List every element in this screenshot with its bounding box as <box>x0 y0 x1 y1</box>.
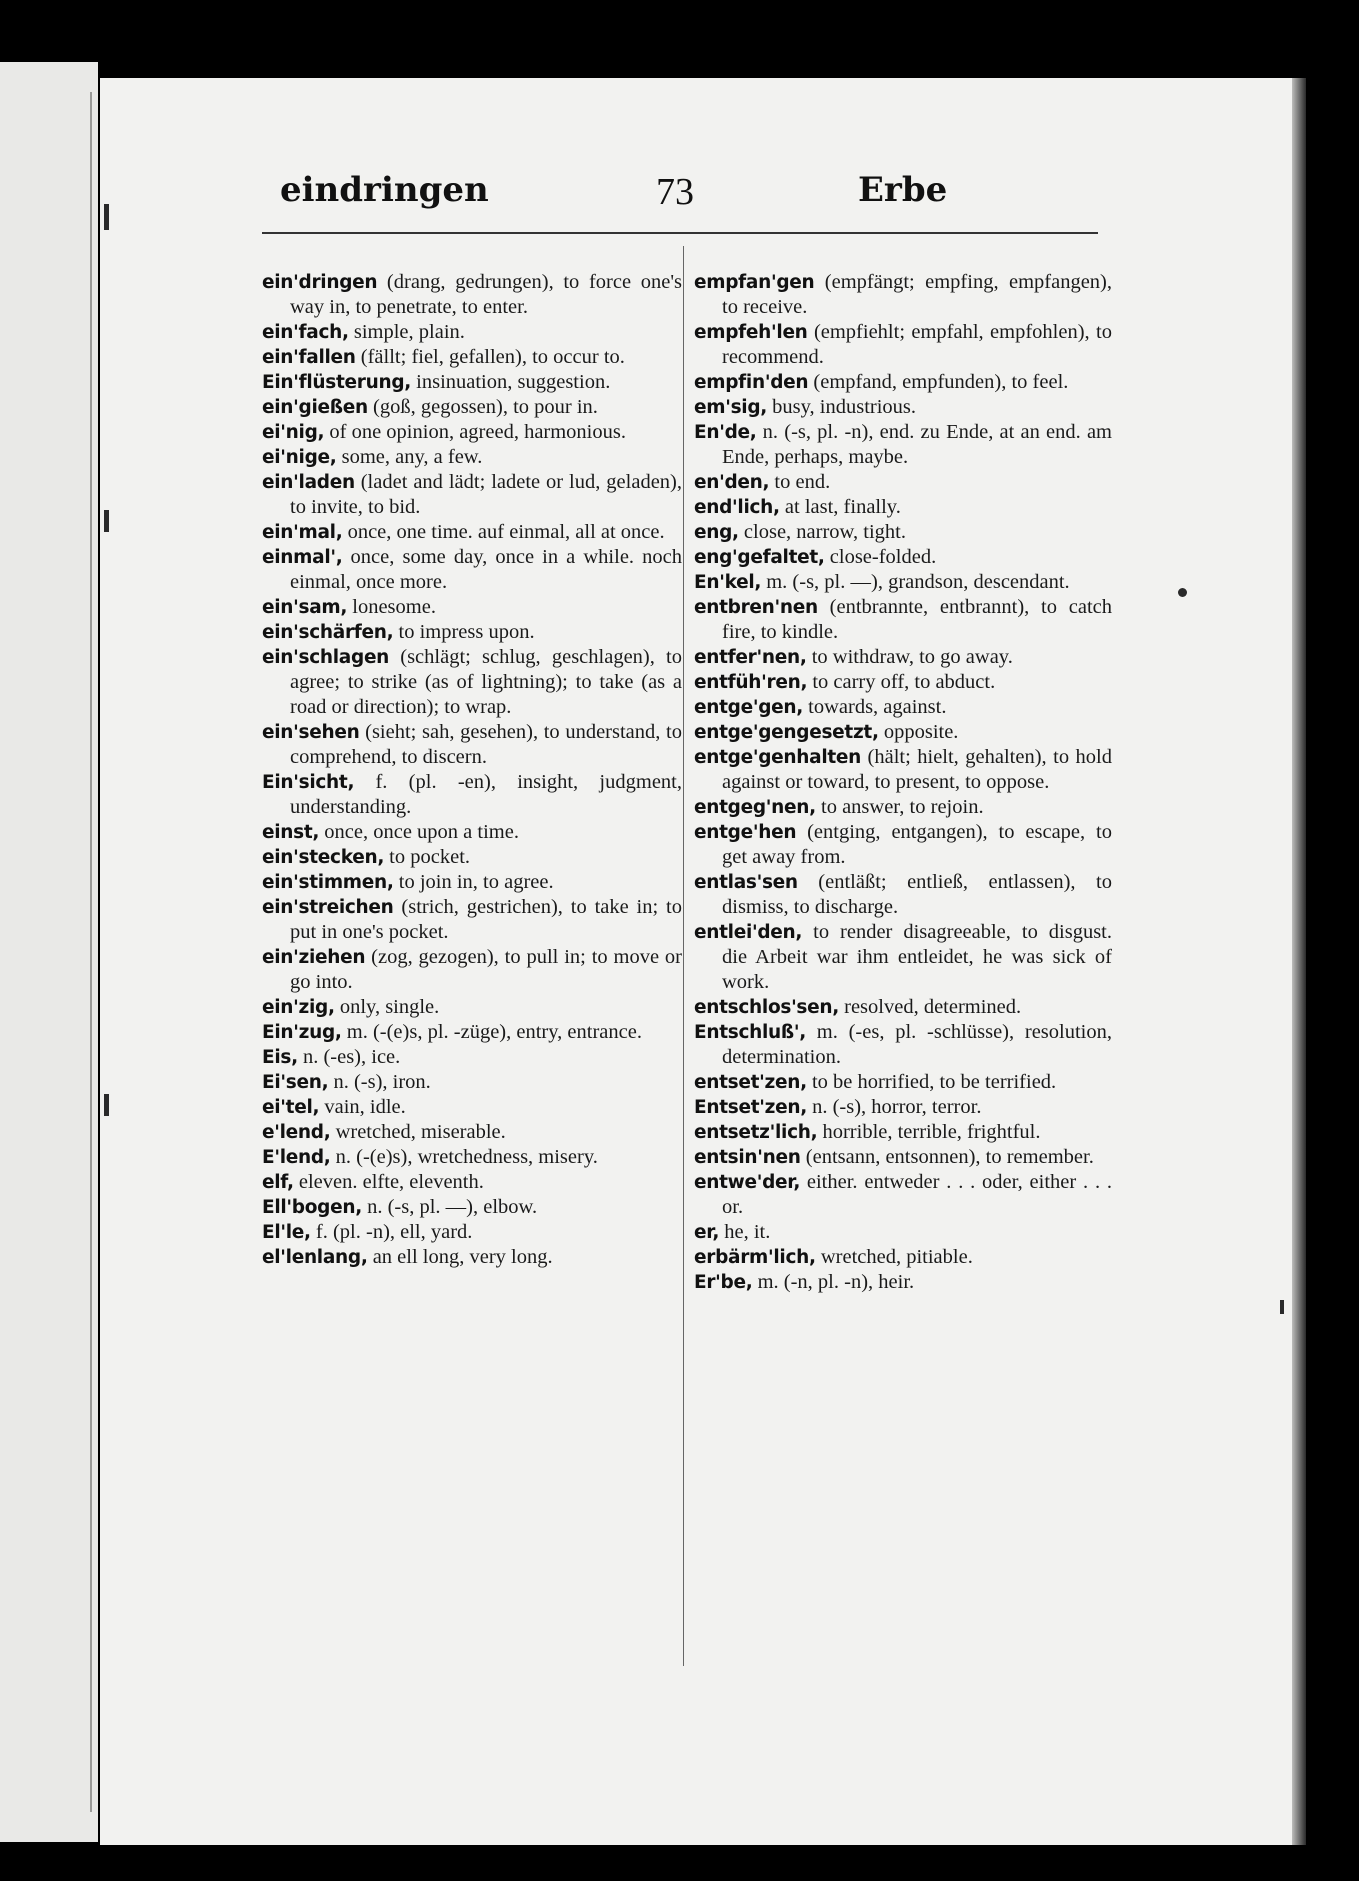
headword: entge'gengesetzt, <box>694 722 879 743</box>
definition: to impress upon. <box>393 621 535 643</box>
definition: (entging, entgangen), to escape, to get away from. <box>722 821 1112 868</box>
page-shadow <box>1292 78 1306 1845</box>
definition: opposite. <box>878 721 959 743</box>
definition: (sieht; sah, gesehen), to understand, to comprehend, to discern. <box>290 721 682 768</box>
margin-mark <box>104 1094 109 1116</box>
running-head-left: eindringen <box>280 170 489 210</box>
definition: (ladet and lädt; ladete or lud, geladen), to invite, to bid. <box>290 471 682 518</box>
headword: entbren'nen <box>694 597 818 618</box>
margin-mark <box>104 510 109 532</box>
headword: en'den, <box>694 472 770 493</box>
dictionary-entry <box>262 595 682 620</box>
definition: f. (pl. -n), ell, yard. <box>310 1221 473 1243</box>
definition: n. (-(e)s), wretchedness, misery. <box>330 1146 598 1168</box>
headword: En'kel, <box>694 572 762 593</box>
headword: empfin'den <box>694 372 809 393</box>
definition: to join in, to agree. <box>393 871 554 893</box>
dictionary-entry <box>262 1170 682 1195</box>
definition: some, any, a few. <box>336 446 483 468</box>
definition: of one opinion, agreed, harmonious. <box>324 421 626 443</box>
dictionary-entry <box>694 545 1112 570</box>
dictionary-entry <box>262 1245 682 1270</box>
headword: elf, <box>262 1172 294 1193</box>
dictionary-entry <box>262 1145 682 1170</box>
definition: towards, against. <box>803 696 947 718</box>
headword: entset'zen, <box>694 1072 807 1093</box>
definition: wretched, pitiable. <box>815 1246 973 1268</box>
headword: ein'schlagen <box>262 647 390 668</box>
margin-dot <box>1178 588 1187 597</box>
headword: ein'gießen <box>262 397 368 418</box>
dictionary-entry <box>262 470 682 520</box>
dictionary-entry <box>262 420 682 445</box>
headword: ein'sehen <box>262 722 360 743</box>
dictionary-entry <box>694 1170 1112 1220</box>
headword: e'lend, <box>262 1122 331 1143</box>
definition: m. (-s, pl. —), grandson, descendant. <box>761 571 1070 593</box>
definition: at last, finally. <box>779 496 901 518</box>
definition: (empfand, empfunden), to feel. <box>808 371 1069 393</box>
headword: ein'streichen <box>262 897 394 918</box>
dictionary-entry <box>694 670 1112 695</box>
dictionary-entry <box>694 495 1112 520</box>
dictionary-entry <box>694 870 1112 920</box>
definition: lonesome. <box>347 596 436 618</box>
definition: either. entweder . . . oder, either . . . or. <box>722 1171 1112 1218</box>
headword: ein'dringen <box>262 272 378 293</box>
headword: ein'ziehen <box>262 947 366 968</box>
headword: Ein'flüsterung, <box>262 372 412 393</box>
dictionary-entry <box>694 745 1112 795</box>
headword: empfan'gen <box>694 272 815 293</box>
headword: entwe'der, <box>694 1172 801 1193</box>
dictionary-entry <box>694 1220 1112 1245</box>
definition: he, it. <box>719 1221 771 1243</box>
headword: En'de, <box>694 422 757 443</box>
definition: busy, industrious. <box>767 396 917 418</box>
dictionary-entry <box>694 995 1112 1020</box>
dictionary-entry <box>694 820 1112 870</box>
dictionary-entry <box>262 370 682 395</box>
headword: ein'zig, <box>262 997 335 1018</box>
dictionary-entry <box>694 420 1112 470</box>
definition: to carry off, to abduct. <box>807 671 996 693</box>
definition: n. (-s), iron. <box>328 1071 431 1093</box>
headword: erbärm'lich, <box>694 1247 816 1268</box>
dictionary-entry <box>262 1195 682 1220</box>
definition: m. (-es, pl. -schlüsse), resolution, determination. <box>722 1021 1112 1068</box>
definition: close, narrow, tight. <box>738 521 906 543</box>
definition: (entläßt; entließ, entlassen), to dismiss, to discharge. <box>722 871 1112 918</box>
headword: ein'stimmen, <box>262 872 394 893</box>
headword: entsetz'lich, <box>694 1122 818 1143</box>
dictionary-entry <box>694 1020 1112 1070</box>
headword: eng'gefaltet, <box>694 547 825 568</box>
dictionary-entry <box>694 1245 1112 1270</box>
dictionary-entry <box>262 620 682 645</box>
dictionary-entry <box>262 345 682 370</box>
definition: to render disagreeable, to disgust. die Arbeit war ihm entleidet, he was sick of work. <box>722 921 1112 993</box>
left-column <box>262 270 682 1270</box>
headword: entsin'nen <box>694 1147 801 1168</box>
definition: wretched, miserable. <box>330 1121 506 1143</box>
dictionary-entry <box>262 945 682 995</box>
dictionary-entry <box>694 1145 1112 1170</box>
dictionary-entry <box>262 320 682 345</box>
headword: entge'genhalten <box>694 747 862 768</box>
headword: einmal', <box>262 547 343 568</box>
headword: entschlos'sen, <box>694 997 839 1018</box>
definition: insinuation, suggestion. <box>411 371 611 393</box>
definition: once, some day, once in a while. noch einmal, once more. <box>290 546 682 593</box>
headword: Ein'sicht, <box>262 772 355 793</box>
dictionary-entry <box>262 1020 682 1045</box>
dictionary-entry <box>262 1120 682 1145</box>
headword: El'le, <box>262 1222 311 1243</box>
definition: to answer, to rejoin. <box>815 796 984 818</box>
dictionary-entry <box>694 370 1112 395</box>
margin-mark <box>104 204 109 230</box>
definition: (entbrannte, entbrannt), to catch fire, to kindle. <box>722 596 1112 643</box>
headword: ei'nige, <box>262 447 337 468</box>
dictionary-entry <box>694 645 1112 670</box>
facing-page-edge <box>0 62 98 1842</box>
column-divider <box>683 246 684 1666</box>
definition: (fällt; fiel, gefallen), to occur to. <box>355 346 625 368</box>
margin-mark <box>1280 1300 1284 1314</box>
dictionary-entry <box>694 695 1112 720</box>
dictionary-entry <box>262 845 682 870</box>
dictionary-entry <box>694 470 1112 495</box>
dictionary-entry <box>694 1120 1112 1145</box>
dictionary-entry <box>694 1270 1112 1295</box>
definition: (entsann, entsonnen), to remember. <box>800 1146 1094 1168</box>
definition: to pocket. <box>384 846 471 868</box>
definition: (drang, gedrungen), to force one's way in, to penetrate, to enter. <box>290 271 682 318</box>
definition: n. (-es), ice. <box>297 1046 401 1068</box>
headword: Entset'zen, <box>694 1097 807 1118</box>
dictionary-entry <box>262 720 682 770</box>
headword: ein'sam, <box>262 597 348 618</box>
dictionary-entry <box>694 595 1112 645</box>
dictionary-entry <box>262 1220 682 1245</box>
definition: (empfängt; empfing, empfangen), to receive. <box>722 271 1112 318</box>
headword: ei'nig, <box>262 422 325 443</box>
dictionary-entry <box>694 320 1112 370</box>
definition: f. (pl. -en), insight, judgment, understanding. <box>290 771 682 818</box>
dictionary-entry <box>694 1070 1112 1095</box>
dictionary-entry <box>262 820 682 845</box>
right-column <box>694 270 1112 1295</box>
header-rule <box>262 232 1098 234</box>
dictionary-entry <box>262 1045 682 1070</box>
definition: an ell long, very long. <box>367 1246 553 1268</box>
dictionary-entry <box>694 395 1112 420</box>
headword: ein'fach, <box>262 322 349 343</box>
definition: once, one time. auf einmal, all at once. <box>342 521 665 543</box>
headword: ein'laden <box>262 472 355 493</box>
headword: entgeg'nen, <box>694 797 816 818</box>
headword: entge'hen <box>694 822 797 843</box>
headword: ein'schärfen, <box>262 622 394 643</box>
definition: simple, plain. <box>348 321 465 343</box>
definition: only, single. <box>334 996 440 1018</box>
definition: (schlägt; schlug, geschlagen), to agree; to strike (as of lightning); to take (as a road or direction); to wrap. <box>290 646 682 718</box>
headword: Ein'zug, <box>262 1022 342 1043</box>
dictionary-entry <box>262 395 682 420</box>
dictionary-entry <box>262 1095 682 1120</box>
headword: ein'fallen <box>262 347 356 368</box>
definition: to withdraw, to go away. <box>806 646 1013 668</box>
headword: entge'gen, <box>694 697 804 718</box>
definition: (hält; hielt, gehalten), to hold against or toward, to present, to oppose. <box>722 746 1112 793</box>
definition: n. (-s, pl. -n), end. zu Ende, at an end. am Ende, perhaps, maybe. <box>722 421 1112 468</box>
dictionary-entry <box>262 895 682 945</box>
headword: Ell'bogen, <box>262 1197 362 1218</box>
headword: Er'be, <box>694 1272 753 1293</box>
headword: em'sig, <box>694 397 768 418</box>
dictionary-entry <box>262 270 682 320</box>
definition: (empfiehlt; empfahl, empfohlen), to recommend. <box>722 321 1112 368</box>
definition: to end. <box>769 471 831 493</box>
headword: ein'stecken, <box>262 847 385 868</box>
dictionary-entry <box>694 795 1112 820</box>
headword: einst, <box>262 822 320 843</box>
headword: E'lend, <box>262 1147 331 1168</box>
headword: Eis, <box>262 1047 298 1068</box>
page-number: 73 <box>656 171 694 213</box>
dictionary-entry <box>694 570 1112 595</box>
definition: horrible, terrible, frightful. <box>817 1121 1041 1143</box>
definition: to be horrified, to be terrified. <box>806 1071 1057 1093</box>
headword: entfüh'ren, <box>694 672 808 693</box>
dictionary-entry <box>262 870 682 895</box>
headword: ei'tel, <box>262 1097 320 1118</box>
definition: n. (-s), horror, terror. <box>806 1096 982 1118</box>
definition: m. (-n, pl. -n), heir. <box>752 1271 915 1293</box>
dictionary-entry <box>694 1095 1112 1120</box>
headword: Ei'sen, <box>262 1072 329 1093</box>
definition: m. (-(e)s, pl. -züge), entry, entrance. <box>341 1021 642 1043</box>
dictionary-entry <box>694 920 1112 995</box>
definition: n. (-s, pl. —), elbow. <box>361 1196 538 1218</box>
dictionary-entry <box>262 520 682 545</box>
dictionary-entry <box>694 270 1112 320</box>
dictionary-entry <box>262 545 682 595</box>
definition: vain, idle. <box>319 1096 406 1118</box>
dictionary-entry <box>262 645 682 720</box>
headword: ein'mal, <box>262 522 343 543</box>
headword: empfeh'len <box>694 322 808 343</box>
definition: resolved, determined. <box>839 996 1022 1018</box>
definition: (zog, gezogen), to pull in; to move or go into. <box>290 946 682 993</box>
headword: entfer'nen, <box>694 647 807 668</box>
definition: (strich, gestrichen), to take in; to put in one's pocket. <box>290 896 682 943</box>
definition: once, once upon a time. <box>319 821 519 843</box>
headword: Entschluß', <box>694 1022 807 1043</box>
definition: (goß, gegossen), to pour in. <box>367 396 598 418</box>
headword: end'lich, <box>694 497 780 518</box>
dictionary-entry <box>694 520 1112 545</box>
running-head-right: Erbe <box>858 170 948 210</box>
definition: close-folded. <box>824 546 937 568</box>
headword: entlas'sen <box>694 872 798 893</box>
dictionary-entry <box>262 445 682 470</box>
headword: er, <box>694 1222 720 1243</box>
dictionary-entry <box>262 1070 682 1095</box>
headword: eng, <box>694 522 739 543</box>
dictionary-entry <box>262 770 682 820</box>
headword: entlei'den, <box>694 922 803 943</box>
headword: el'lenlang, <box>262 1247 368 1268</box>
dictionary-entry <box>262 995 682 1020</box>
dictionary-entry <box>694 720 1112 745</box>
definition: eleven. elfte, eleventh. <box>293 1171 484 1193</box>
